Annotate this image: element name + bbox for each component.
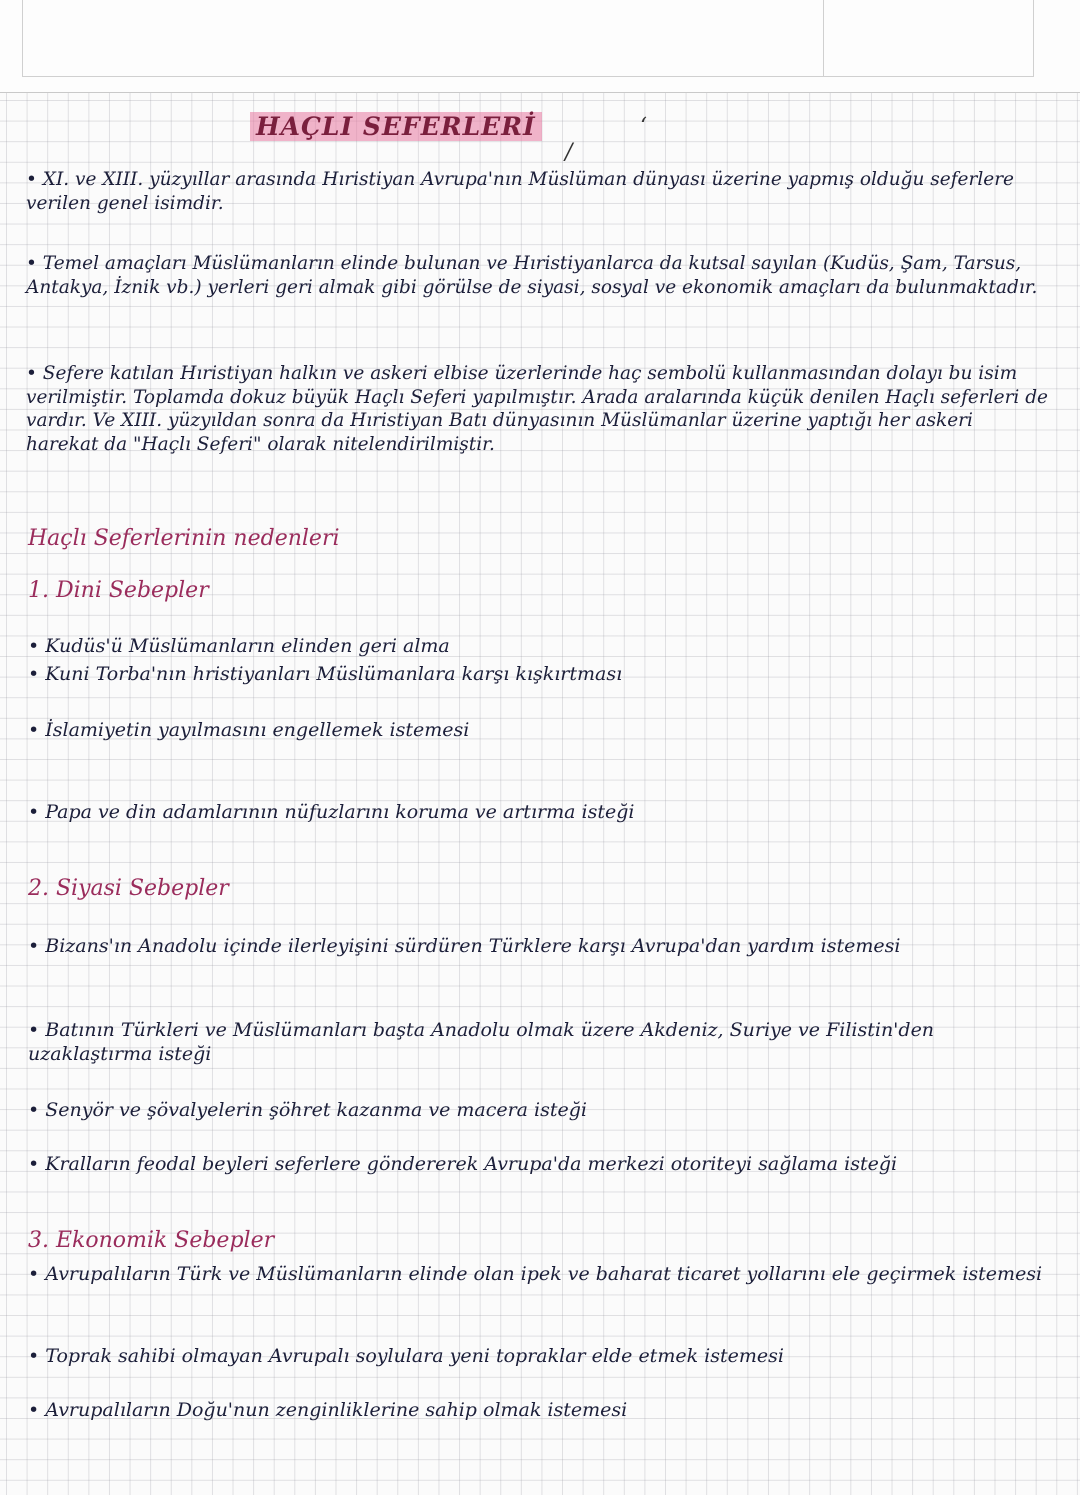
section-heading-dini: 1. Dini Sebepler <box>28 578 209 603</box>
list-item: • Kuni Torba'nın hristiyanları Müslümanlara karşı kışkırtması <box>28 663 623 685</box>
pen-mark: ʻ <box>640 114 647 139</box>
intro-paragraph-2: • Temel amaçları Müslümanların elinde bulunan ve Hıristiyanlarca da kutsal sayılan (Kudüs, Şam, Tarsus, Antakya, İznik vb.) yerleri geri almak gibi görülse de siyasi, sosyal ve ekonomik amaçları da bulunmaktadır. <box>26 253 1038 298</box>
list-item: • Toprak sahibi olmayan Avrupalı soylulara yeni topraklar elde etmek istemesi <box>28 1345 784 1367</box>
list-item: • Papa ve din adamlarının nüfuzlarını koruma ve artırma isteği <box>28 801 635 823</box>
list-item: • Avrupalıların Doğu'nun zenginliklerine sahip olmak istemesi <box>28 1399 628 1421</box>
intro-paragraph-1: • XI. ve XIII. yüzyıllar arasında Hıristiyan Avrupa'nın Müslüman dünyası üzerine yapmış olduğu seferlere verilen genel isimdir. <box>26 169 1015 214</box>
list-item: • Senyör ve şövalyelerin şöhret kazanma ve macera isteği <box>28 1099 587 1121</box>
notebook-header-box <box>22 0 1034 77</box>
header-divider <box>823 0 824 76</box>
section-heading-siyasi: 2. Siyasi Sebepler <box>28 876 229 901</box>
list-item: • Batının Türkleri ve Müslümanları başta Anadolu olmak üzere Akdeniz, Suriye ve Filistin'den uzaklaştırma isteği <box>28 1019 935 1065</box>
reasons-heading: Haçlı Seferlerinin nedenleri <box>28 526 340 551</box>
list-item: • Kudüs'ü Müslümanların elinden geri alma <box>28 635 450 657</box>
intro-paragraph-3: • Sefere katılan Hıristiyan halkın ve askeri elbise üzerlerinde haç sembolü kullanmasından dolayı bu isim verilmiştir. Toplamda dokuz büyük Haçlı Seferi yapılmıştır. Arada aralarında küçük denilen Haçlı seferleri de vardır. Ve XIII. yüzyıldan sonra da Hıristiyan Batı dünyasının Müslümanlar üzerine yaptığı her askeri harekat da "Haçlı Seferi" olarak nitelendirilmiştir. <box>26 363 1049 455</box>
list-item: • Avrupalıların Türk ve Müslümanların elinde olan ipek ve baharat ticaret yollarını ele geçirmek istemesi <box>28 1263 1043 1285</box>
list-item: • İslamiyetin yayılmasını engellemek istemesi <box>28 719 470 741</box>
list-item: • Bizans'ın Anadolu içinde ilerleyişini sürdüren Türklere karşı Avrupa'dan yardım istemesi <box>28 935 901 957</box>
page-title: HAÇLI SEFERLERİ <box>250 112 542 141</box>
list-item: • Kralların feodal beyleri seferlere göndererek Avrupa'da merkezi otoriteyi sağlama isteği <box>28 1153 898 1175</box>
notebook-header-band <box>0 0 1080 93</box>
section-heading-ekonomik: 3. Ekonomik Sebepler <box>28 1228 275 1253</box>
pen-stroke: / <box>565 140 573 165</box>
